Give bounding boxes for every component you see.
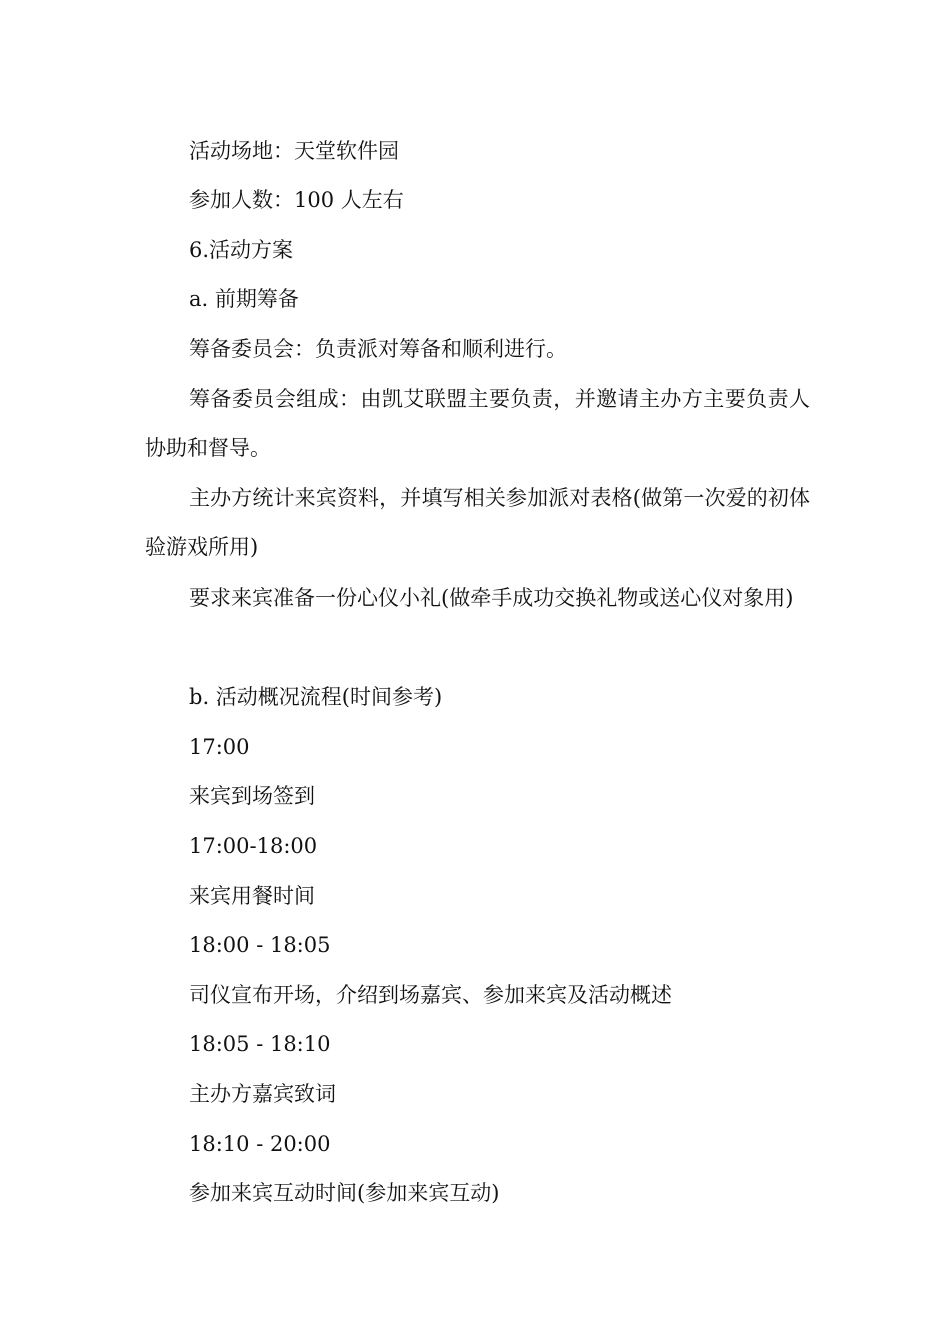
schedule-item: 司仪宣布开场，介绍到场嘉宾、参加来宾及活动概述 xyxy=(189,983,672,1007)
guest-info-paragraph: 主办方统计来宾资料，并填写相关参加派对表格(做第一次爱的初体验游戏所用) xyxy=(145,486,810,559)
subsection-heading-preparation: a. 前期筹备 xyxy=(189,287,299,311)
attendance-line: 参加人数：100 人左右 xyxy=(189,188,404,212)
schedule-time: 18:10 - 20:00 xyxy=(189,1132,331,1156)
subsection-heading-schedule: b. 活动概况流程(时间参考) xyxy=(189,685,443,709)
schedule-item: 来宾用餐时间 xyxy=(189,884,315,908)
schedule-item: 主办方嘉宾致词 xyxy=(189,1082,336,1106)
schedule-time: 18:00 - 18:05 xyxy=(189,933,331,957)
schedule-time: 17:00-18:00 xyxy=(189,834,318,858)
venue-line: 活动场地：天堂软件园 xyxy=(189,139,399,163)
schedule-time: 17:00 xyxy=(189,735,250,759)
schedule-time: 18:05 - 18:10 xyxy=(189,1032,331,1056)
schedule-item: 参加来宾互动时间(参加来宾互动) xyxy=(189,1181,500,1205)
committee-line: 筹备委员会：负责派对筹备和顺利进行。 xyxy=(189,337,567,361)
gift-requirement-paragraph: 要求来宾准备一份心仪小礼(做牵手成功交换礼物或送心仪对象用) xyxy=(189,586,794,610)
committee-composition-paragraph: 筹备委员会组成：由凯艾联盟主要负责，并邀请主办方主要负责人协助和督导。 xyxy=(145,387,810,460)
section-heading-activity-plan: 6.活动方案 xyxy=(189,238,294,262)
schedule-item: 来宾到场签到 xyxy=(189,784,315,808)
